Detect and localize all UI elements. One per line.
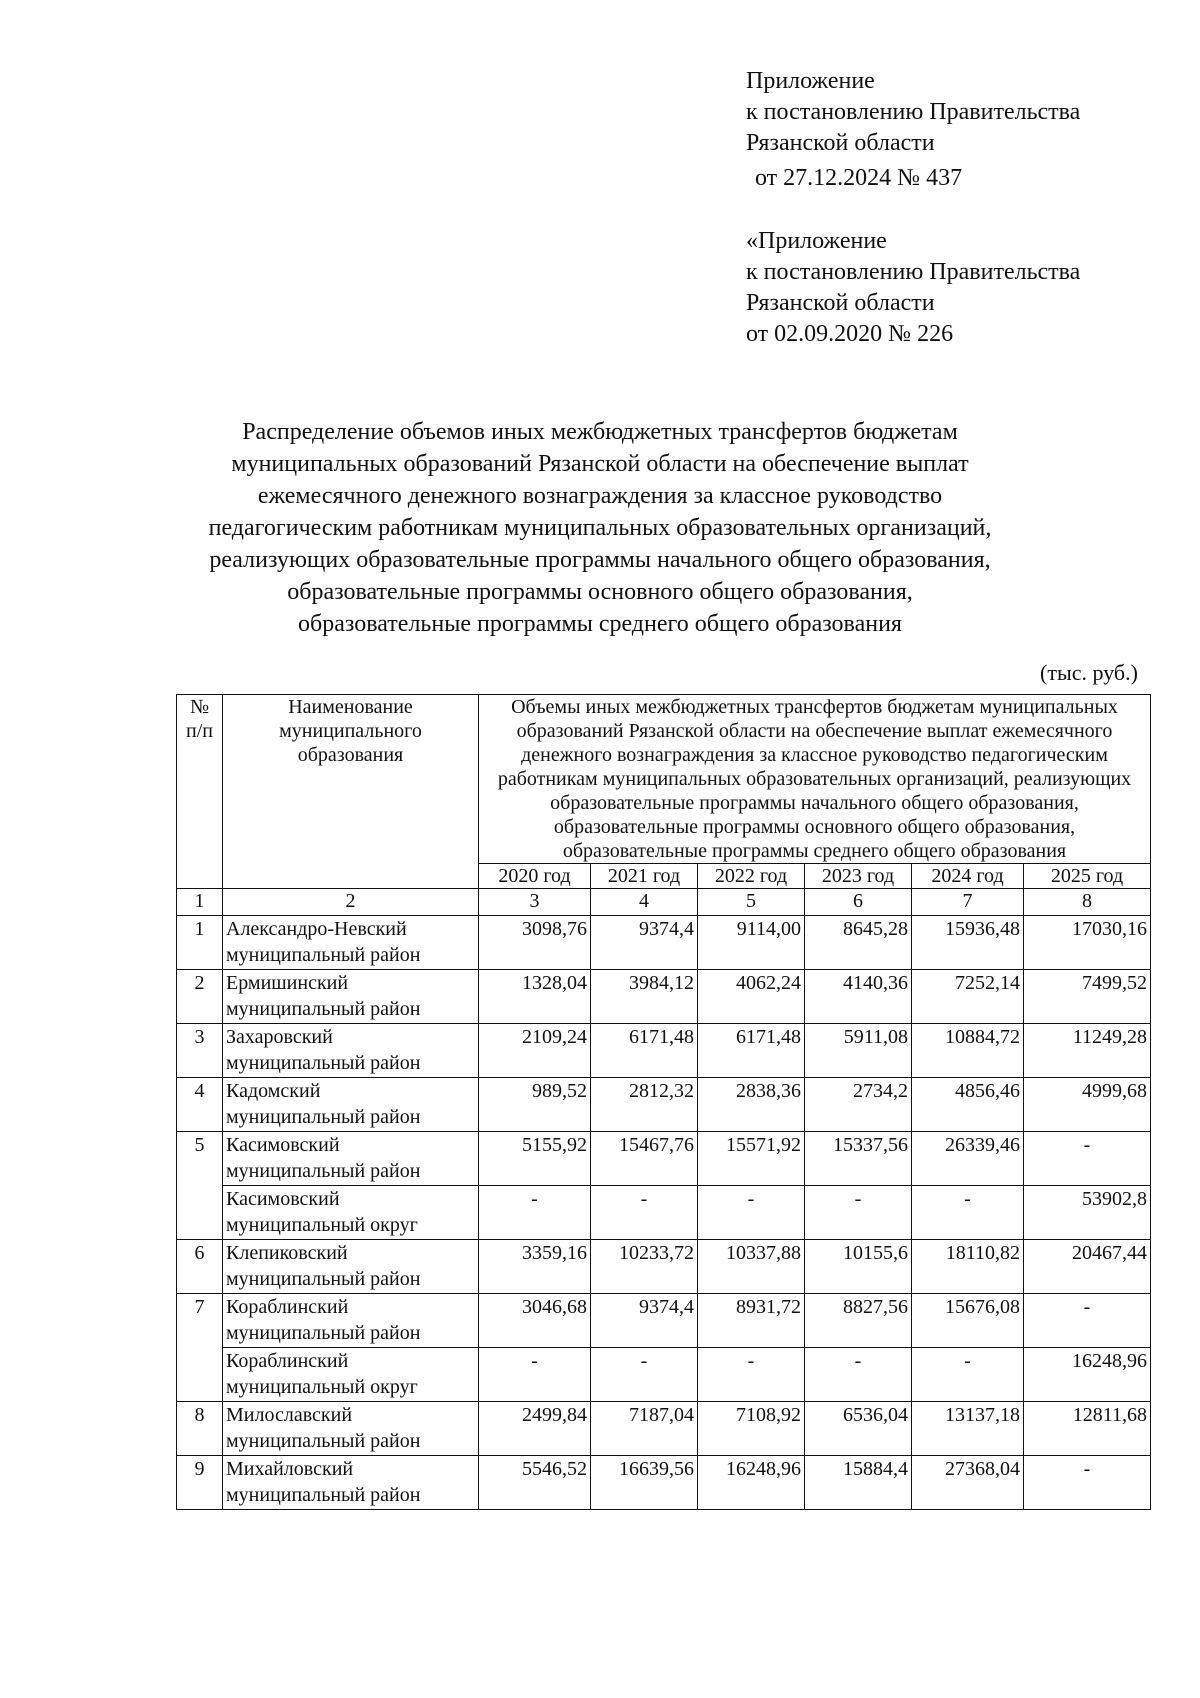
municipality-type-line: муниципальный район xyxy=(226,1268,421,1290)
year-value: 3984,12 xyxy=(591,970,698,1024)
table-row xyxy=(177,1348,1151,1402)
year-value: 4856,46 xyxy=(912,1078,1024,1132)
year-value: 3359,16 xyxy=(479,1240,591,1294)
municipality-type-line: муниципальный район xyxy=(226,1430,421,1452)
column-index: 3 xyxy=(479,889,591,916)
municipality-name-line: Михайловский xyxy=(226,1458,354,1480)
column-header-name: Наименование муниципального образования xyxy=(223,695,479,889)
original-appendix-date: от 02.09.2020 № 226 xyxy=(746,321,954,347)
year-value: 8931,72 xyxy=(698,1294,805,1348)
municipality-type-line: муниципальный район xyxy=(226,1322,421,1344)
year-value: 15676,08 xyxy=(912,1294,1024,1348)
year-value: - xyxy=(912,1186,1024,1240)
municipality-name xyxy=(223,970,479,1024)
column-index: 7 xyxy=(912,889,1024,916)
year-value: - xyxy=(805,1348,912,1402)
municipality-name xyxy=(223,1186,479,1240)
row-number: 4 xyxy=(177,1078,223,1132)
year-value: 10233,72 xyxy=(591,1240,698,1294)
year-value: 20467,44 xyxy=(1024,1240,1151,1294)
year-value: - xyxy=(912,1348,1024,1402)
table-row xyxy=(177,1294,1151,1348)
row-number: 6 xyxy=(177,1240,223,1294)
column-header-number: № п/п xyxy=(177,695,223,889)
year-value: 16639,56 xyxy=(591,1456,698,1510)
appendix-date: от 27.12.2024 № 437 xyxy=(755,165,963,191)
year-value: 6536,04 xyxy=(805,1402,912,1456)
year-value: 1328,04 xyxy=(479,970,591,1024)
units-label: (тыс. руб.) xyxy=(1040,660,1138,685)
year-value: 4062,24 xyxy=(698,970,805,1024)
municipality-type-line: муниципальный район xyxy=(226,1484,421,1506)
year-value: 15936,48 xyxy=(912,916,1024,970)
table-row xyxy=(177,1402,1151,1456)
year-header: 2021 год xyxy=(591,864,698,889)
year-value: 7187,04 xyxy=(591,1402,698,1456)
year-value: 5911,08 xyxy=(805,1024,912,1078)
year-value: 989,52 xyxy=(479,1078,591,1132)
original-appendix-header xyxy=(746,226,1080,350)
year-value: 4140,36 xyxy=(805,970,912,1024)
year-value: - xyxy=(591,1348,698,1402)
year-value: 7108,92 xyxy=(698,1402,805,1456)
document-title xyxy=(150,416,1050,640)
year-header: 2023 год xyxy=(805,864,912,889)
municipality-type-line: муниципальный округ xyxy=(226,1214,418,1236)
year-value: - xyxy=(591,1186,698,1240)
original-appendix-label: «Приложение xyxy=(746,228,887,254)
year-value: 2499,84 xyxy=(479,1402,591,1456)
municipality-type-line: муниципальный район xyxy=(226,1052,421,1074)
year-value: 6171,48 xyxy=(591,1024,698,1078)
row-number: 2 xyxy=(177,970,223,1024)
year-value: 17030,16 xyxy=(1024,916,1151,970)
title-line: педагогическим работникам муниципальных образовательных организаций, xyxy=(208,515,992,541)
year-value: - xyxy=(698,1186,805,1240)
title-line: образовательные программы среднего общего образования xyxy=(298,611,902,637)
municipality-name-line: Захаровский xyxy=(226,1026,333,1048)
year-value: 15884,4 xyxy=(805,1456,912,1510)
year-value: - xyxy=(1024,1132,1151,1186)
column-index: 1 xyxy=(177,889,223,916)
row-number: 8 xyxy=(177,1402,223,1456)
title-line: Распределение объемов иных межбюджетных трансфертов бюджетам xyxy=(242,419,958,445)
year-value: 15337,56 xyxy=(805,1132,912,1186)
appendix-resolution: к постановлению Правительства xyxy=(746,99,1081,125)
municipality-name xyxy=(223,1348,479,1402)
municipality-type-line: муниципальный район xyxy=(226,1106,421,1128)
year-value: 10884,72 xyxy=(912,1024,1024,1078)
municipality-name xyxy=(223,1132,479,1186)
year-value: 8645,28 xyxy=(805,916,912,970)
year-header: 2024 год xyxy=(912,864,1024,889)
row-number: 7 xyxy=(177,1294,223,1402)
title-line: муниципальных образований Рязанской области на обеспечение выплат xyxy=(231,451,969,477)
municipality-name xyxy=(223,1078,479,1132)
year-value: 10337,88 xyxy=(698,1240,805,1294)
distribution-table xyxy=(176,694,1151,1510)
municipality-name-line: Клепиковский xyxy=(226,1242,348,1264)
title-line: реализующих образовательные программы начального общего образования, xyxy=(209,547,991,573)
municipality-type-line: муниципальный район xyxy=(226,944,421,966)
table-row xyxy=(177,1456,1151,1510)
year-value: 7499,52 xyxy=(1024,970,1151,1024)
year-value: 2734,2 xyxy=(805,1078,912,1132)
table-row xyxy=(177,1186,1151,1240)
column-index-row xyxy=(177,889,1151,916)
table-row xyxy=(177,1078,1151,1132)
year-value: 53902,8 xyxy=(1024,1186,1151,1240)
municipality-type-line: муниципальный район xyxy=(226,1160,421,1182)
table-row xyxy=(177,970,1151,1024)
appendix-label: Приложение xyxy=(746,68,875,94)
municipality-type-line: муниципальный округ xyxy=(226,1376,418,1398)
year-value: 9374,4 xyxy=(591,1294,698,1348)
appendix-region: Рязанской области xyxy=(746,130,935,156)
row-number: 9 xyxy=(177,1456,223,1510)
original-appendix-resolution: к постановлению Правительства xyxy=(746,259,1081,285)
year-value: 13137,18 xyxy=(912,1402,1024,1456)
column-index: 5 xyxy=(698,889,805,916)
year-value: 10155,6 xyxy=(805,1240,912,1294)
appendix-header xyxy=(746,66,1080,194)
table-row xyxy=(177,1024,1151,1078)
municipality-name-line: Кораблинский xyxy=(226,1350,349,1372)
year-value: 16248,96 xyxy=(698,1456,805,1510)
table-header-row xyxy=(177,695,1151,864)
year-value: 26339,46 xyxy=(912,1132,1024,1186)
original-appendix-region: Рязанской области xyxy=(746,290,935,316)
table-row xyxy=(177,1132,1151,1186)
year-value: 3098,76 xyxy=(479,916,591,970)
municipality-name-line: Александро-Невский xyxy=(226,918,407,940)
municipality-name-line: Кадомский xyxy=(226,1080,321,1102)
year-value: - xyxy=(698,1348,805,1402)
year-value: - xyxy=(805,1186,912,1240)
municipality-name-line: Ермишинский xyxy=(226,972,349,994)
year-value: - xyxy=(479,1348,591,1402)
year-value: 3046,68 xyxy=(479,1294,591,1348)
year-header: 2025 год xyxy=(1024,864,1151,889)
table-row xyxy=(177,1240,1151,1294)
year-value: 27368,04 xyxy=(912,1456,1024,1510)
municipality-name-line: Касимовский xyxy=(226,1188,340,1210)
municipality-type-line: муниципальный район xyxy=(226,998,421,1020)
row-number: 5 xyxy=(177,1132,223,1240)
year-value: 4999,68 xyxy=(1024,1078,1151,1132)
year-value: 18110,82 xyxy=(912,1240,1024,1294)
year-value: 6171,48 xyxy=(698,1024,805,1078)
column-header-volumes: Объемы иных межбюджетных трансфертов бюджетам муниципальных образований Рязанской области на обеспечение выплат ежемесячного денежного вознаграждения за классное руководство педагогическим работникам муниципальных образовательных организаций, реализующих образовательные программы начального общего образования, образовательные программы основного общего образования, образовательные программы среднего общего образования xyxy=(479,695,1151,864)
municipality-name xyxy=(223,1024,479,1078)
municipality-name xyxy=(223,1294,479,1348)
year-value: - xyxy=(479,1186,591,1240)
year-value: 8827,56 xyxy=(805,1294,912,1348)
year-value: 15571,92 xyxy=(698,1132,805,1186)
table-row xyxy=(177,916,1151,970)
municipality-name-line: Касимовский xyxy=(226,1134,340,1156)
year-header: 2020 год xyxy=(479,864,591,889)
year-value: 5155,92 xyxy=(479,1132,591,1186)
column-index: 4 xyxy=(591,889,698,916)
municipality-name xyxy=(223,1456,479,1510)
municipality-name xyxy=(223,1240,479,1294)
year-value: 9374,4 xyxy=(591,916,698,970)
municipality-name-line: Кораблинский xyxy=(226,1296,349,1318)
year-value: 12811,68 xyxy=(1024,1402,1151,1456)
year-value: 5546,52 xyxy=(479,1456,591,1510)
municipality-name xyxy=(223,916,479,970)
row-number: 3 xyxy=(177,1024,223,1078)
year-value: 9114,00 xyxy=(698,916,805,970)
year-header: 2022 год xyxy=(698,864,805,889)
year-value: 7252,14 xyxy=(912,970,1024,1024)
year-value: - xyxy=(1024,1294,1151,1348)
year-value: 16248,96 xyxy=(1024,1348,1151,1402)
municipality-name-line: Милославский xyxy=(226,1404,353,1426)
year-value: 2109,24 xyxy=(479,1024,591,1078)
year-value: 2838,36 xyxy=(698,1078,805,1132)
municipality-name xyxy=(223,1402,479,1456)
year-value: 2812,32 xyxy=(591,1078,698,1132)
year-value: 15467,76 xyxy=(591,1132,698,1186)
column-index: 6 xyxy=(805,889,912,916)
title-line: образовательные программы основного общего образования, xyxy=(287,579,913,605)
column-index: 8 xyxy=(1024,889,1151,916)
year-value: 11249,28 xyxy=(1024,1024,1151,1078)
row-number: 1 xyxy=(177,916,223,970)
column-index: 2 xyxy=(223,889,479,916)
title-line: ежемесячного денежного вознаграждения за классное руководство xyxy=(257,483,943,509)
year-value: - xyxy=(1024,1456,1151,1510)
